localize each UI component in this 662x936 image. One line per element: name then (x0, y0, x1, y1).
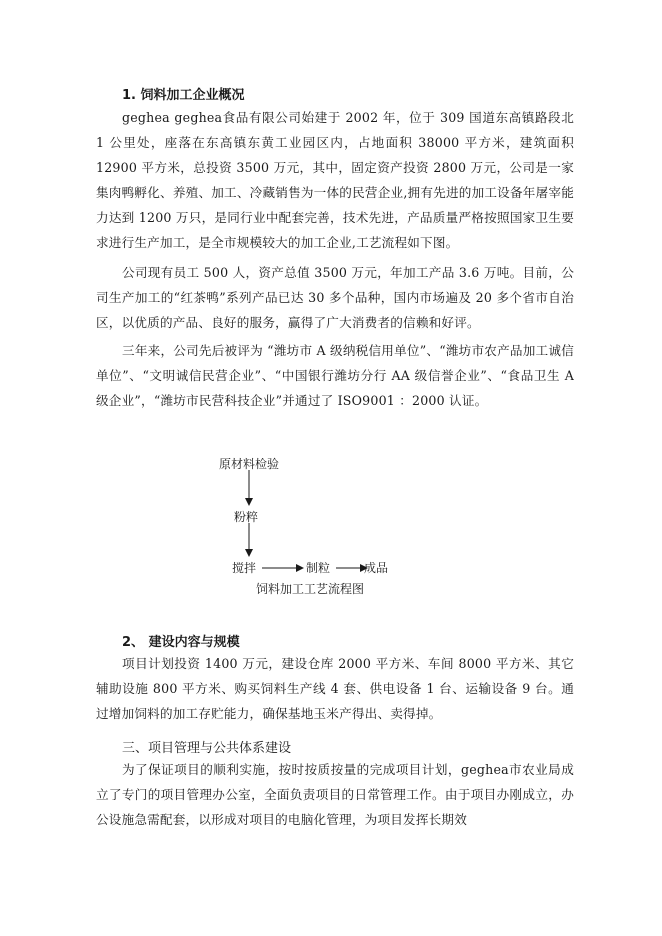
section1-title: 1. 饲料加工企业概况 (122, 88, 245, 103)
section2-paragraph: 项目计划投资 1400 万元，建设仓库 2000 平方米、车间 8000 平方米、其它辅助设施 800 平方米、购买饲料生产线 4 套、供电设备 1 台、运输设备 9 台。通过增加饲料的加工存贮能力，确保基地玉米产得出、卖得掉。 (96, 656, 574, 721)
flow-step-raw-material-inspection: 原材料检验 (219, 457, 280, 471)
section2-title: 2、 建设内容与规模 (122, 635, 240, 650)
flowchart-caption: 饲料加工工艺流程图 (256, 582, 365, 596)
flow-step-mixing: 搅拌 (232, 561, 257, 575)
section3-title: 三、项目管理与公共体系建设 (122, 741, 292, 756)
section1-paragraph-2: 公司现有员工 500 人，资产总值 3500 万元，年加工产品 3.6 万吨。目前，公司生产加工的“红茶鸭”系列产品已达 30 多个品种，国内市场遍及 20 多个省市自治区，以优质的产品、良好的服务，赢得了广大消费者的信赖和好评。 (96, 265, 574, 330)
section1-paragraph-3: 三年来，公司先后被评为 “潍坊市 A 级纳税信用单位”、“潍坊市农产品加工诚信单位”、“文明诚信民营企业”、“中国银行潍坊分行 AA 级信誉企业”、“食品卫生 A 级企业”，“潍坊市民营科技企业”并通过了 ISO9001 ：2000 认证。 (96, 343, 574, 408)
section1-paragraph-1: geghea geghea食品有限公司始建于 2002 年，位于 309 国道东高镇路段北 1 公里处，座落在东高镇东黄工业园区内，占地面积 38000 平方米，建筑面积 12900 平方米，总投资 3500 万元，其中，固定资产投资 2800 万元，公司是一家集肉鸭孵化、养殖、加工、冷藏销售为一体的民营企业,拥有先进的加工设备年屠宰能力达到 1200 万只，是同行业中配套完善，技术先进，产品质量严格按照国家卫生要求进行生产加工，是全市规模较大的加工企业,工艺流程如下图。 (96, 110, 574, 250)
section3-paragraph: 为了保证项目的顺利实施，按时按质按量的完成项目计划，geghea市农业局成立了专门的项目管理办公室，全面负责项目的日常管理工作。由于项目办刚成立，办公设施急需配套，以形成对项目的电脑化管理，为项目发挥长期效 (96, 762, 574, 827)
flow-step-pelleting: 制粒 (306, 561, 331, 575)
flow-step-finished-product: 成品 (364, 561, 389, 575)
flow-step-crushing: 粉粹 (234, 510, 259, 524)
